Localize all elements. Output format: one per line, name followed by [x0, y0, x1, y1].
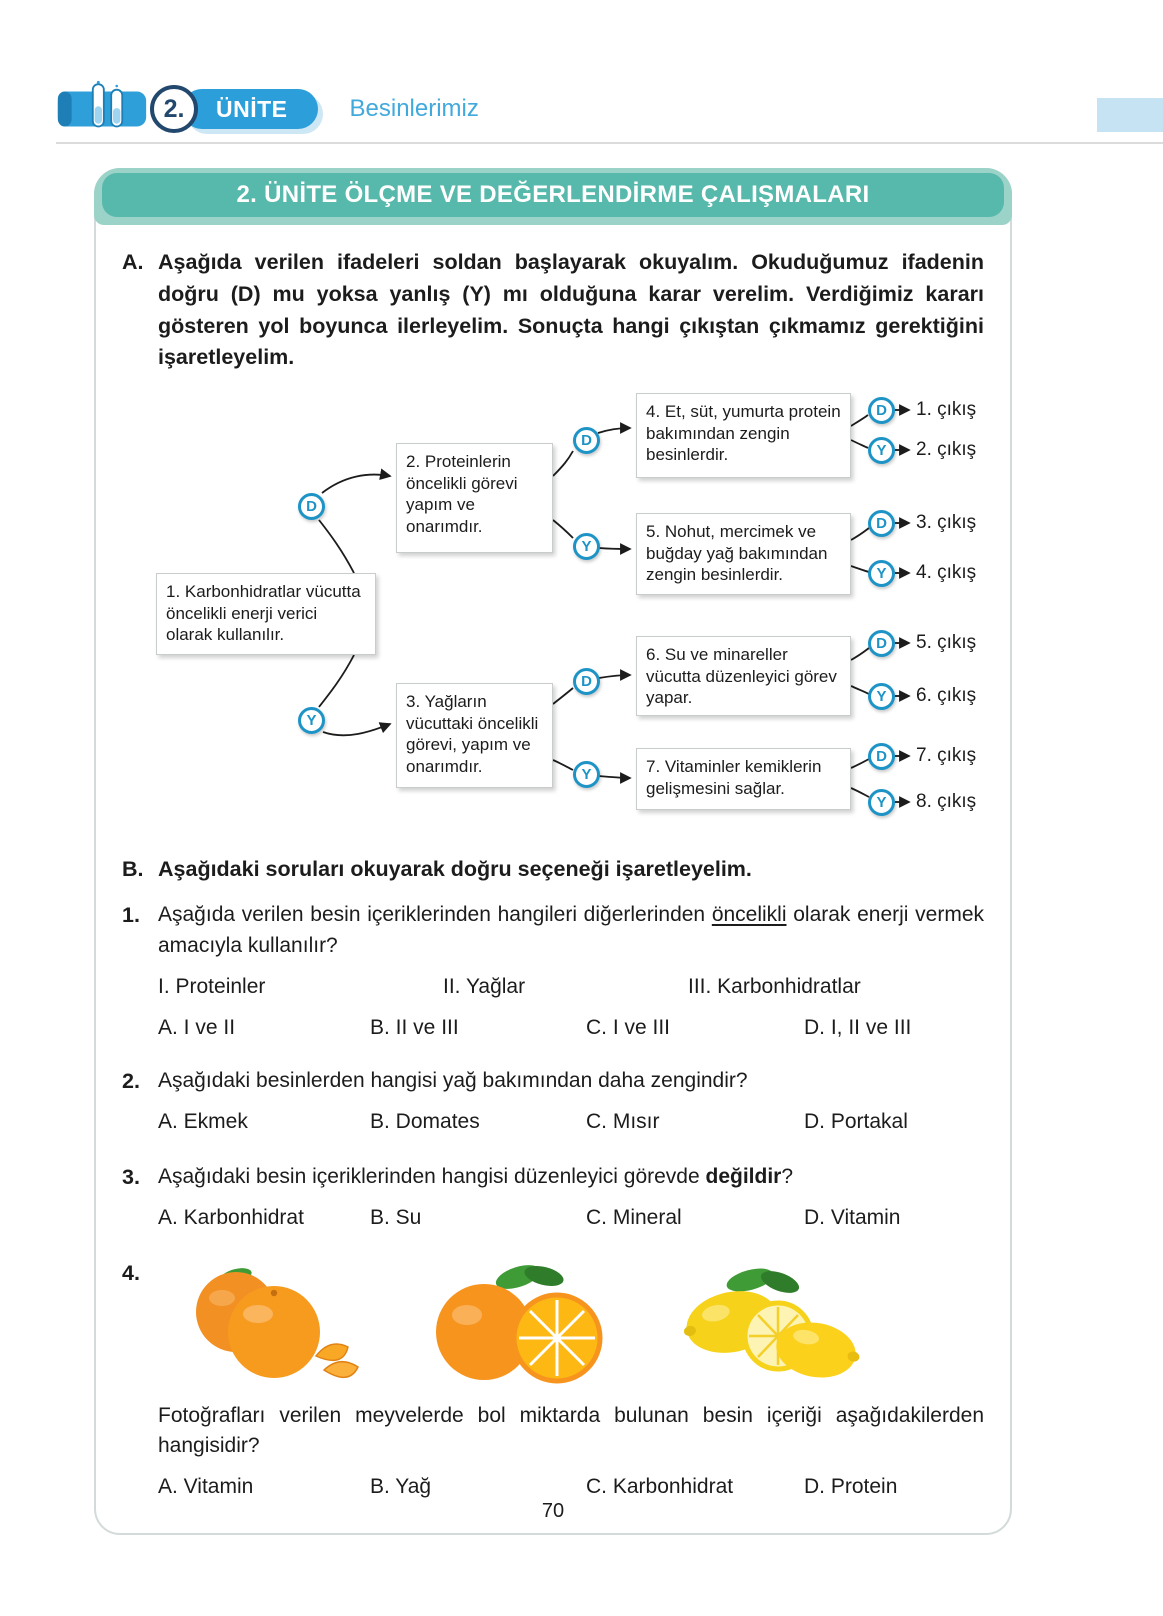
decision-circle-y: Y: [573, 533, 600, 560]
question-4-options: [158, 1472, 984, 1502]
item-i: I. Proteinler: [158, 974, 266, 998]
option-b: B. Yağ: [370, 1475, 432, 1499]
corner-decoration: [1097, 98, 1163, 132]
statement-box-5: 5. Nohut, mercimek ve buğday yağ bakımından zengin besinlerdir.: [636, 513, 851, 595]
question-3-options: [158, 1203, 984, 1233]
decision-circle-y: Y: [868, 683, 895, 710]
decision-circle-d: D: [868, 630, 895, 657]
content-card: [94, 168, 1012, 1535]
unit-title: Besinlerimiz: [349, 95, 479, 122]
banner-background: [94, 168, 1012, 225]
option-c: C. Karbonhidrat: [586, 1475, 734, 1499]
fruit-image-orange: [422, 1260, 612, 1385]
option-b: B. II ve III: [370, 1016, 459, 1040]
section-b-label: B.: [122, 857, 144, 882]
statement-box-4: 4. Et, süt, yumurta protein bakımından zengin besinlerdir.: [636, 393, 851, 478]
option-d: D. I, II ve III: [804, 1016, 912, 1040]
question-1-number: 1.: [122, 903, 140, 928]
option-a: A. Karbonhidrat: [158, 1206, 304, 1230]
question-4-text: Fotoğrafları verilen meyvelerde bol miktarda bulunan besin içeriği aşağıdakilerden hangisidir?: [158, 1403, 984, 1457]
banner-title: 2. ÜNİTE ÖLÇME VE DEĞERLENDİRME ÇALIŞMALARI: [102, 173, 1004, 217]
option-d: D. Vitamin: [804, 1206, 901, 1230]
exit-label-8: 8. çıkış: [916, 791, 977, 813]
question-3-text-after: ?: [781, 1164, 794, 1188]
exit-label-7: 7. çıkış: [916, 745, 977, 767]
section-a-heading: [122, 247, 984, 374]
decision-circle-y: Y: [868, 437, 895, 464]
question-3-bold-word: değildir: [705, 1164, 782, 1188]
decision-circle-y: Y: [868, 560, 895, 587]
question-3-number: 3.: [122, 1164, 140, 1189]
decision-circle-d: D: [573, 427, 600, 454]
statement-box-2: 2. Proteinlerin öncelikli görevi yapım ve onarımdır.: [396, 443, 553, 553]
decision-circle-y: Y: [298, 707, 325, 734]
unit-number-badge: [150, 85, 198, 133]
question-1-underlined-word: öncelikli: [711, 903, 787, 927]
option-a: A. Ekmek: [158, 1110, 248, 1134]
question-2-number: 2.: [122, 1068, 140, 1093]
question-2-options: [158, 1107, 984, 1137]
decision-circle-d: D: [868, 510, 895, 537]
test-tubes-icon: [56, 80, 148, 138]
option-c: C. Mısır: [586, 1110, 660, 1134]
option-d: D. Protein: [804, 1475, 898, 1499]
fruit-image-lemons: [670, 1260, 860, 1385]
section-b-heading: [122, 854, 984, 886]
question-3: [122, 1162, 984, 1234]
question-1-text-before: Aşağıda verilen besin içeriklerinden hangileri diğerlerinden: [158, 903, 706, 927]
item-ii: II. Yağlar: [443, 974, 526, 998]
question-4-number: 4.: [122, 1260, 140, 1285]
decision-circle-y: Y: [868, 789, 895, 816]
option-b: B. Su: [370, 1206, 422, 1230]
question-2-text: Aşağıdaki besinlerden hangisi yağ bakımından daha zengindir?: [158, 1068, 748, 1092]
exit-label-2: 2. çıkış: [916, 439, 977, 461]
question-1-options: [158, 1013, 984, 1043]
page-number: 70: [541, 1500, 565, 1522]
section-b-instruction: Aşağıdaki soruları okuyarak doğru seçeneği işaretleyelim.: [158, 857, 752, 882]
question-1-text: [158, 900, 984, 961]
page-header: [56, 80, 479, 138]
decision-circle-y: Y: [573, 761, 600, 788]
option-d: D. Portakal: [804, 1110, 908, 1134]
exit-label-3: 3. çıkış: [916, 512, 977, 534]
unit-label: ÜNİTE: [216, 95, 288, 122]
question-3-text-before: Aşağıdaki besin içeriklerinden hangisi düzenleyici görevde: [158, 1164, 700, 1188]
question-1: [122, 900, 984, 1044]
option-c: C. Mineral: [586, 1206, 682, 1230]
decision-circle-d: D: [298, 493, 325, 520]
unit-number: 2.: [163, 94, 185, 123]
statement-box-1: 1. Karbonhidratlar vücutta öncelikli enerji verici olarak kullanılır.: [156, 573, 376, 655]
question-2: [122, 1066, 984, 1138]
exit-label-5: 5. çıkış: [916, 632, 977, 654]
question-1-text-after: olarak enerji vermek amacıyla kullanılır?: [158, 903, 985, 957]
decision-circle-d: D: [868, 743, 895, 770]
item-iii: III. Karbonhidratlar: [688, 974, 861, 998]
header-divider: [56, 142, 1163, 144]
question-1-items: [158, 972, 984, 1002]
fruit-image-tangerines: [174, 1260, 364, 1385]
section-a-label: A.: [122, 250, 144, 274]
question-4-images: [174, 1260, 984, 1385]
option-c: C. I ve III: [586, 1016, 671, 1040]
exit-label-6: 6. çıkış: [916, 685, 977, 707]
statement-box-6: 6. Su ve minareller vücutta düzenleyici görev yapar.: [636, 636, 851, 716]
statement-box-3: 3. Yağların vücuttaki öncelikli görevi, yapım ve onarımdır.: [396, 683, 553, 788]
section-a-instruction: Aşağıda verilen ifadeleri soldan başlayarak okuyalım. Okuduğumuz ifadenin doğru (D) mu yoksa yanlış (Y) mı olduğuna karar verelim. Verdiğimiz kararı gösteren yol boyunca ilerleyelim. Sonuçta hangi çıkıştan çıkmamız gerektiğini işaretleyelim.: [158, 250, 984, 370]
decision-tree-diagram: [116, 388, 1016, 840]
option-b: B. Domates: [370, 1110, 480, 1134]
exit-label-1: 1. çıkış: [916, 399, 977, 421]
option-a: A. I ve II: [158, 1016, 236, 1040]
option-a: A. Vitamin: [158, 1475, 254, 1499]
decision-circle-d: D: [868, 397, 895, 424]
unit-label-pill: [182, 89, 318, 129]
decision-circle-d: D: [573, 668, 600, 695]
question-4: [122, 1258, 984, 1503]
question-3-text: [158, 1162, 984, 1192]
statement-box-7: 7. Vitaminler kemiklerin gelişmesini sağlar.: [636, 748, 851, 810]
exit-label-4: 4. çıkış: [916, 562, 977, 584]
